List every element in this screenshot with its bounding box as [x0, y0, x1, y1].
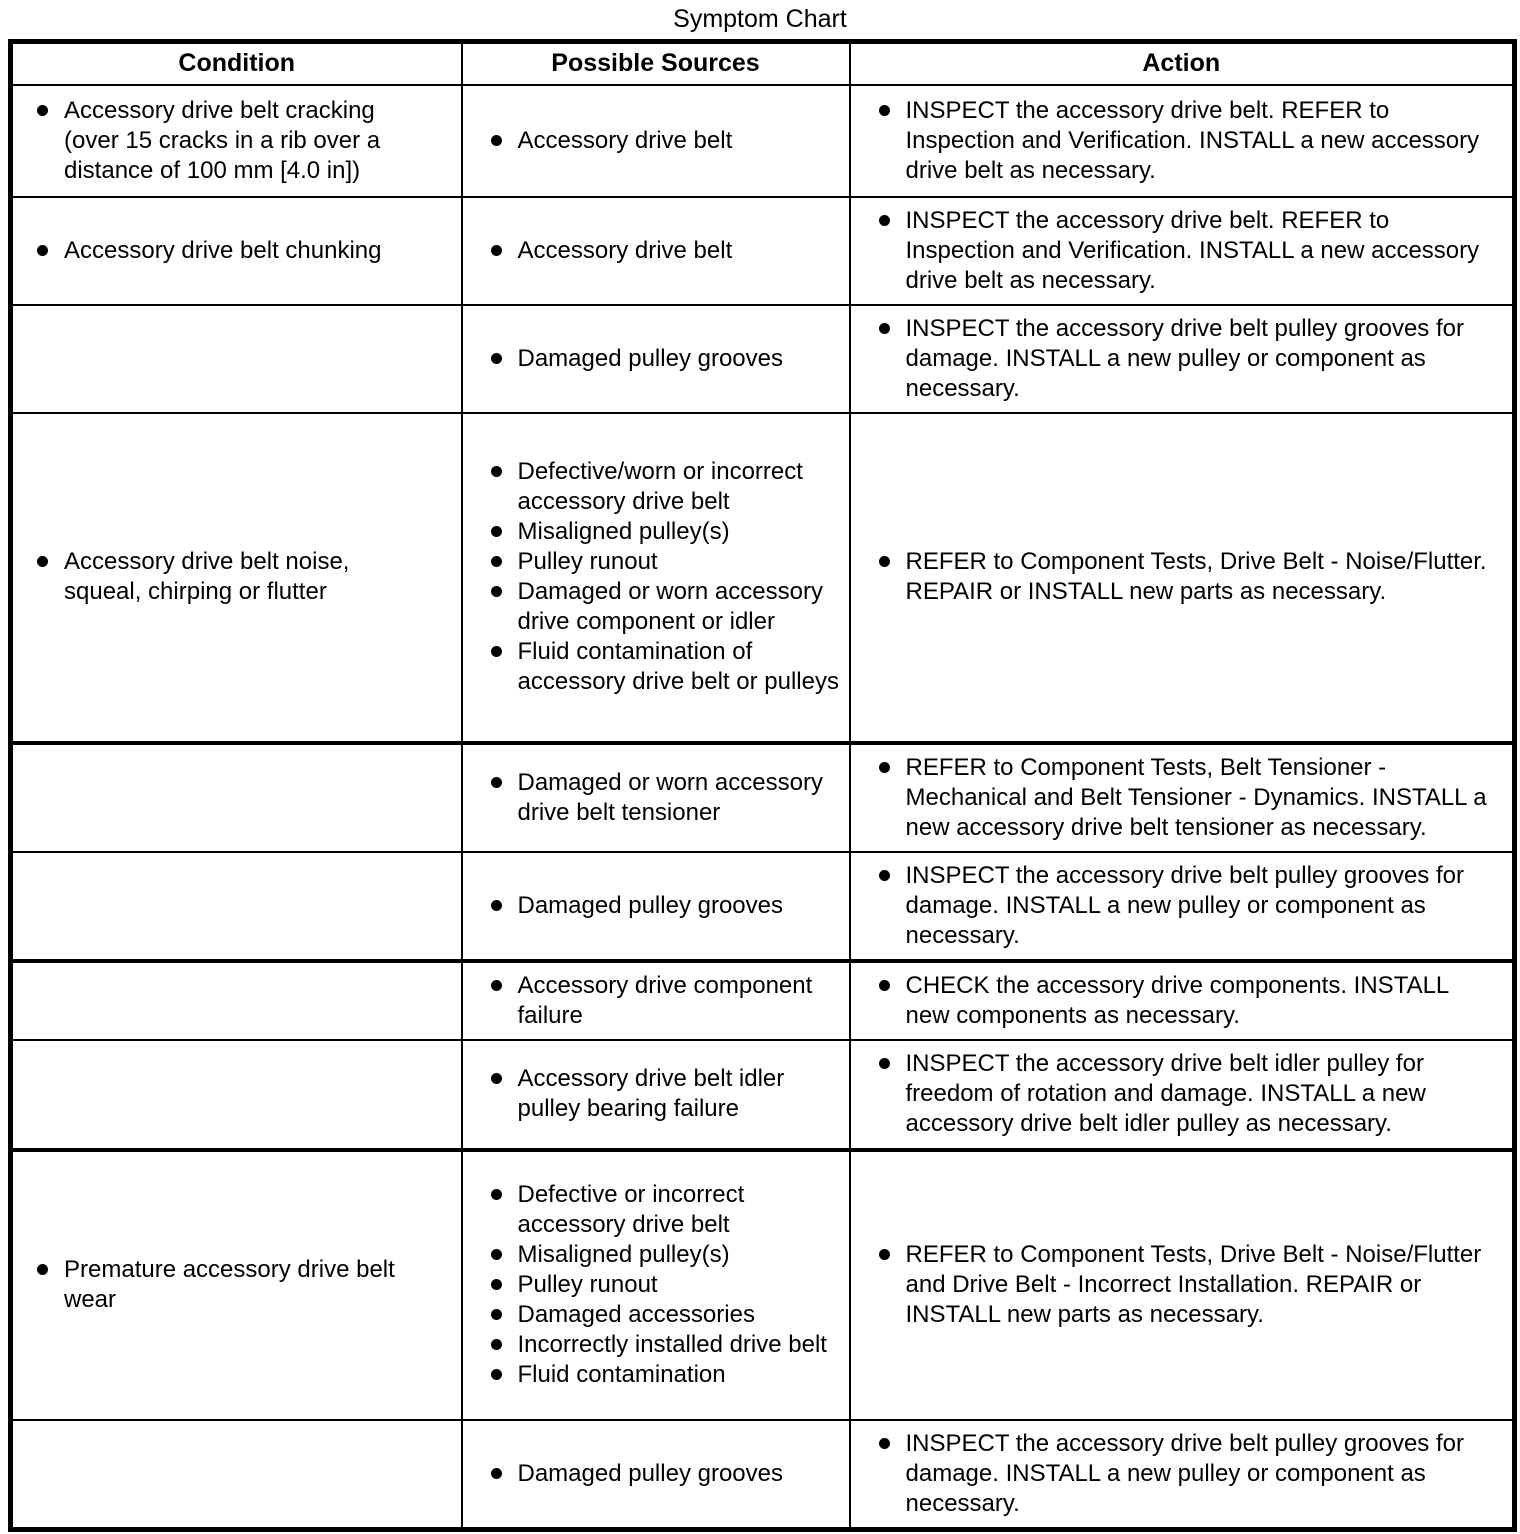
bullet-icon: [491, 1339, 502, 1350]
action-item: [879, 547, 1491, 607]
action-text: REFER to Component Tests, Drive Belt - Noise/Flutter. REPAIR or INSTALL new parts as necessary.: [905, 548, 1487, 605]
table-row: [11, 1040, 1515, 1150]
source-text: Accessory drive component failure: [517, 971, 813, 1029]
source-text: Misaligned pulley(s): [517, 1241, 730, 1268]
source-text: Defective or incorrect accessory drive belt: [517, 1181, 745, 1238]
source-item: [491, 971, 841, 1031]
source-item: [491, 1270, 841, 1300]
source-item: [491, 547, 841, 577]
bullet-icon: [491, 526, 502, 537]
table-row: [11, 85, 1515, 197]
source-item: [491, 768, 841, 828]
empty-condition-cell: [11, 1040, 462, 1150]
column-header-action: Action: [850, 42, 1515, 85]
table-header-row: [11, 42, 1515, 85]
source-text: Incorrectly installed drive belt: [517, 1331, 827, 1358]
table-row: [11, 961, 1515, 1040]
source-text: Accessory drive belt: [517, 126, 733, 154]
action-item: [879, 1429, 1491, 1519]
source-text: Misaligned pulley(s): [517, 518, 730, 545]
action-text: INSPECT the accessory drive belt idler pulley for freedom of rotation and damage. INSTALL a new accessory drive belt idler pulley as necessary.: [905, 1050, 1426, 1137]
source-text: Accessory drive belt: [517, 236, 733, 264]
action-text: INSPECT the accessory drive belt. REFER to Inspection and Verification. INSTALL a new accessory drive belt as necessary.: [905, 206, 1480, 294]
bullet-icon: [37, 105, 48, 116]
bullet-icon: [491, 353, 502, 364]
condition-item: [37, 96, 435, 186]
action-item: [879, 861, 1491, 951]
source-item: [491, 637, 841, 697]
empty-condition-cell: [11, 1420, 462, 1530]
source-text: Damaged pulley grooves: [517, 1459, 783, 1487]
action-text: REFER to Component Tests, Belt Tensioner - Mechanical and Belt Tensioner - Dynamics. INSTALL a new accessory drive belt tensioner as necessary.: [905, 753, 1487, 841]
empty-condition-cell: [11, 743, 462, 852]
bullet-icon: [491, 900, 502, 911]
bullet-icon: [491, 646, 502, 657]
bullet-icon: [491, 586, 502, 597]
table-row: [11, 197, 1515, 305]
bullet-icon: [879, 105, 890, 116]
column-header-possible-sources: Possible Sources: [462, 42, 850, 85]
source-text: Damaged accessories: [517, 1301, 755, 1328]
bullet-icon: [491, 980, 502, 991]
source-text: Damaged pulley grooves: [517, 891, 783, 919]
bullet-icon: [879, 980, 890, 991]
table-row: [11, 305, 1515, 413]
bullet-icon: [491, 466, 502, 477]
empty-condition-cell: [11, 305, 462, 413]
bullet-icon: [491, 556, 502, 567]
bullet-icon: [879, 556, 890, 567]
action-item: [879, 1240, 1491, 1330]
source-text: Fluid contamination of accessory drive belt or pulleys: [517, 638, 839, 695]
source-item: [491, 1064, 841, 1124]
source-text: Pulley runout: [517, 548, 658, 575]
condition-item: [37, 236, 435, 266]
source-text: Damaged or worn accessory drive component or idler: [517, 578, 823, 635]
source-text: Damaged or worn accessory drive belt tensioner: [517, 768, 823, 826]
bullet-icon: [491, 1189, 502, 1200]
bullet-icon: [879, 215, 890, 226]
source-item: [491, 344, 841, 374]
source-item: [491, 1240, 841, 1270]
bullet-icon: [491, 1249, 502, 1260]
source-item: [491, 1300, 841, 1330]
source-item: [491, 236, 841, 266]
source-item: [491, 1360, 841, 1390]
source-text: Damaged pulley grooves: [517, 344, 783, 372]
bullet-icon: [491, 777, 502, 788]
empty-condition-cell: [11, 852, 462, 961]
condition-text: Premature accessory drive belt wear: [64, 1256, 395, 1313]
table-row: [11, 852, 1515, 961]
page-title: Symptom Chart: [673, 5, 847, 33]
bullet-icon: [879, 323, 890, 334]
action-text: REFER to Component Tests, Drive Belt - Noise/Flutter and Drive Belt - Incorrect Installation. REPAIR or INSTALL new parts as necessary.: [905, 1241, 1482, 1328]
source-text: Accessory drive belt idler pulley bearing failure: [517, 1065, 785, 1122]
source-text: Fluid contamination: [517, 1361, 726, 1388]
source-item: [491, 1459, 841, 1489]
action-item: [879, 96, 1491, 186]
action-item: [879, 206, 1491, 296]
source-item: [491, 891, 841, 921]
column-header-condition: Condition: [11, 42, 462, 85]
bullet-icon: [491, 1309, 502, 1320]
bullet-icon: [491, 1073, 502, 1084]
condition-text: Accessory drive belt noise, squeal, chirping or flutter: [64, 548, 350, 605]
source-text: Defective/worn or incorrect accessory drive belt: [517, 458, 803, 515]
empty-condition-cell: [11, 961, 462, 1040]
action-item: [879, 314, 1491, 404]
bullet-icon: [37, 245, 48, 256]
action-item: [879, 1049, 1491, 1139]
source-item: [491, 126, 841, 156]
bullet-icon: [879, 1249, 890, 1260]
condition-text: Accessory drive belt cracking (over 15 cracks in a rib over a distance of 100 mm [4.0 in]): [64, 96, 381, 184]
table-row: [11, 1150, 1515, 1420]
source-item: [491, 517, 841, 547]
action-item: [879, 753, 1491, 843]
bullet-icon: [491, 1279, 502, 1290]
bullet-icon: [491, 1369, 502, 1380]
bullet-icon: [491, 1468, 502, 1479]
bullet-icon: [879, 1058, 890, 1069]
action-text: INSPECT the accessory drive belt. REFER to Inspection and Verification. INSTALL a new accessory drive belt as necessary.: [905, 96, 1480, 184]
action-item: [879, 971, 1491, 1031]
bullet-icon: [879, 762, 890, 773]
action-text: INSPECT the accessory drive belt pulley grooves for damage. INSTALL a new pulley or component as necessary.: [905, 861, 1464, 949]
bullet-icon: [491, 135, 502, 146]
bullet-icon: [879, 870, 890, 881]
bullet-icon: [37, 556, 48, 567]
action-text: INSPECT the accessory drive belt pulley grooves for damage. INSTALL a new pulley or component as necessary.: [905, 1429, 1464, 1517]
table-row: [11, 743, 1515, 852]
condition-item: [37, 1255, 435, 1315]
source-text: Pulley runout: [517, 1271, 658, 1298]
condition-item: [37, 547, 435, 607]
bullet-icon: [491, 245, 502, 256]
source-item: [491, 577, 841, 637]
source-item: [491, 1180, 841, 1240]
symptom-chart-table: [8, 39, 1517, 1532]
action-text: CHECK the accessory drive components. INSTALL new components as necessary.: [905, 971, 1449, 1029]
table-row: [11, 413, 1515, 743]
bullet-icon: [37, 1264, 48, 1275]
source-item: [491, 1330, 841, 1360]
action-text: INSPECT the accessory drive belt pulley grooves for damage. INSTALL a new pulley or component as necessary.: [905, 314, 1464, 402]
bullet-icon: [879, 1438, 890, 1449]
source-item: [491, 457, 841, 517]
condition-text: Accessory drive belt chunking: [64, 236, 382, 264]
table-row: [11, 1420, 1515, 1530]
